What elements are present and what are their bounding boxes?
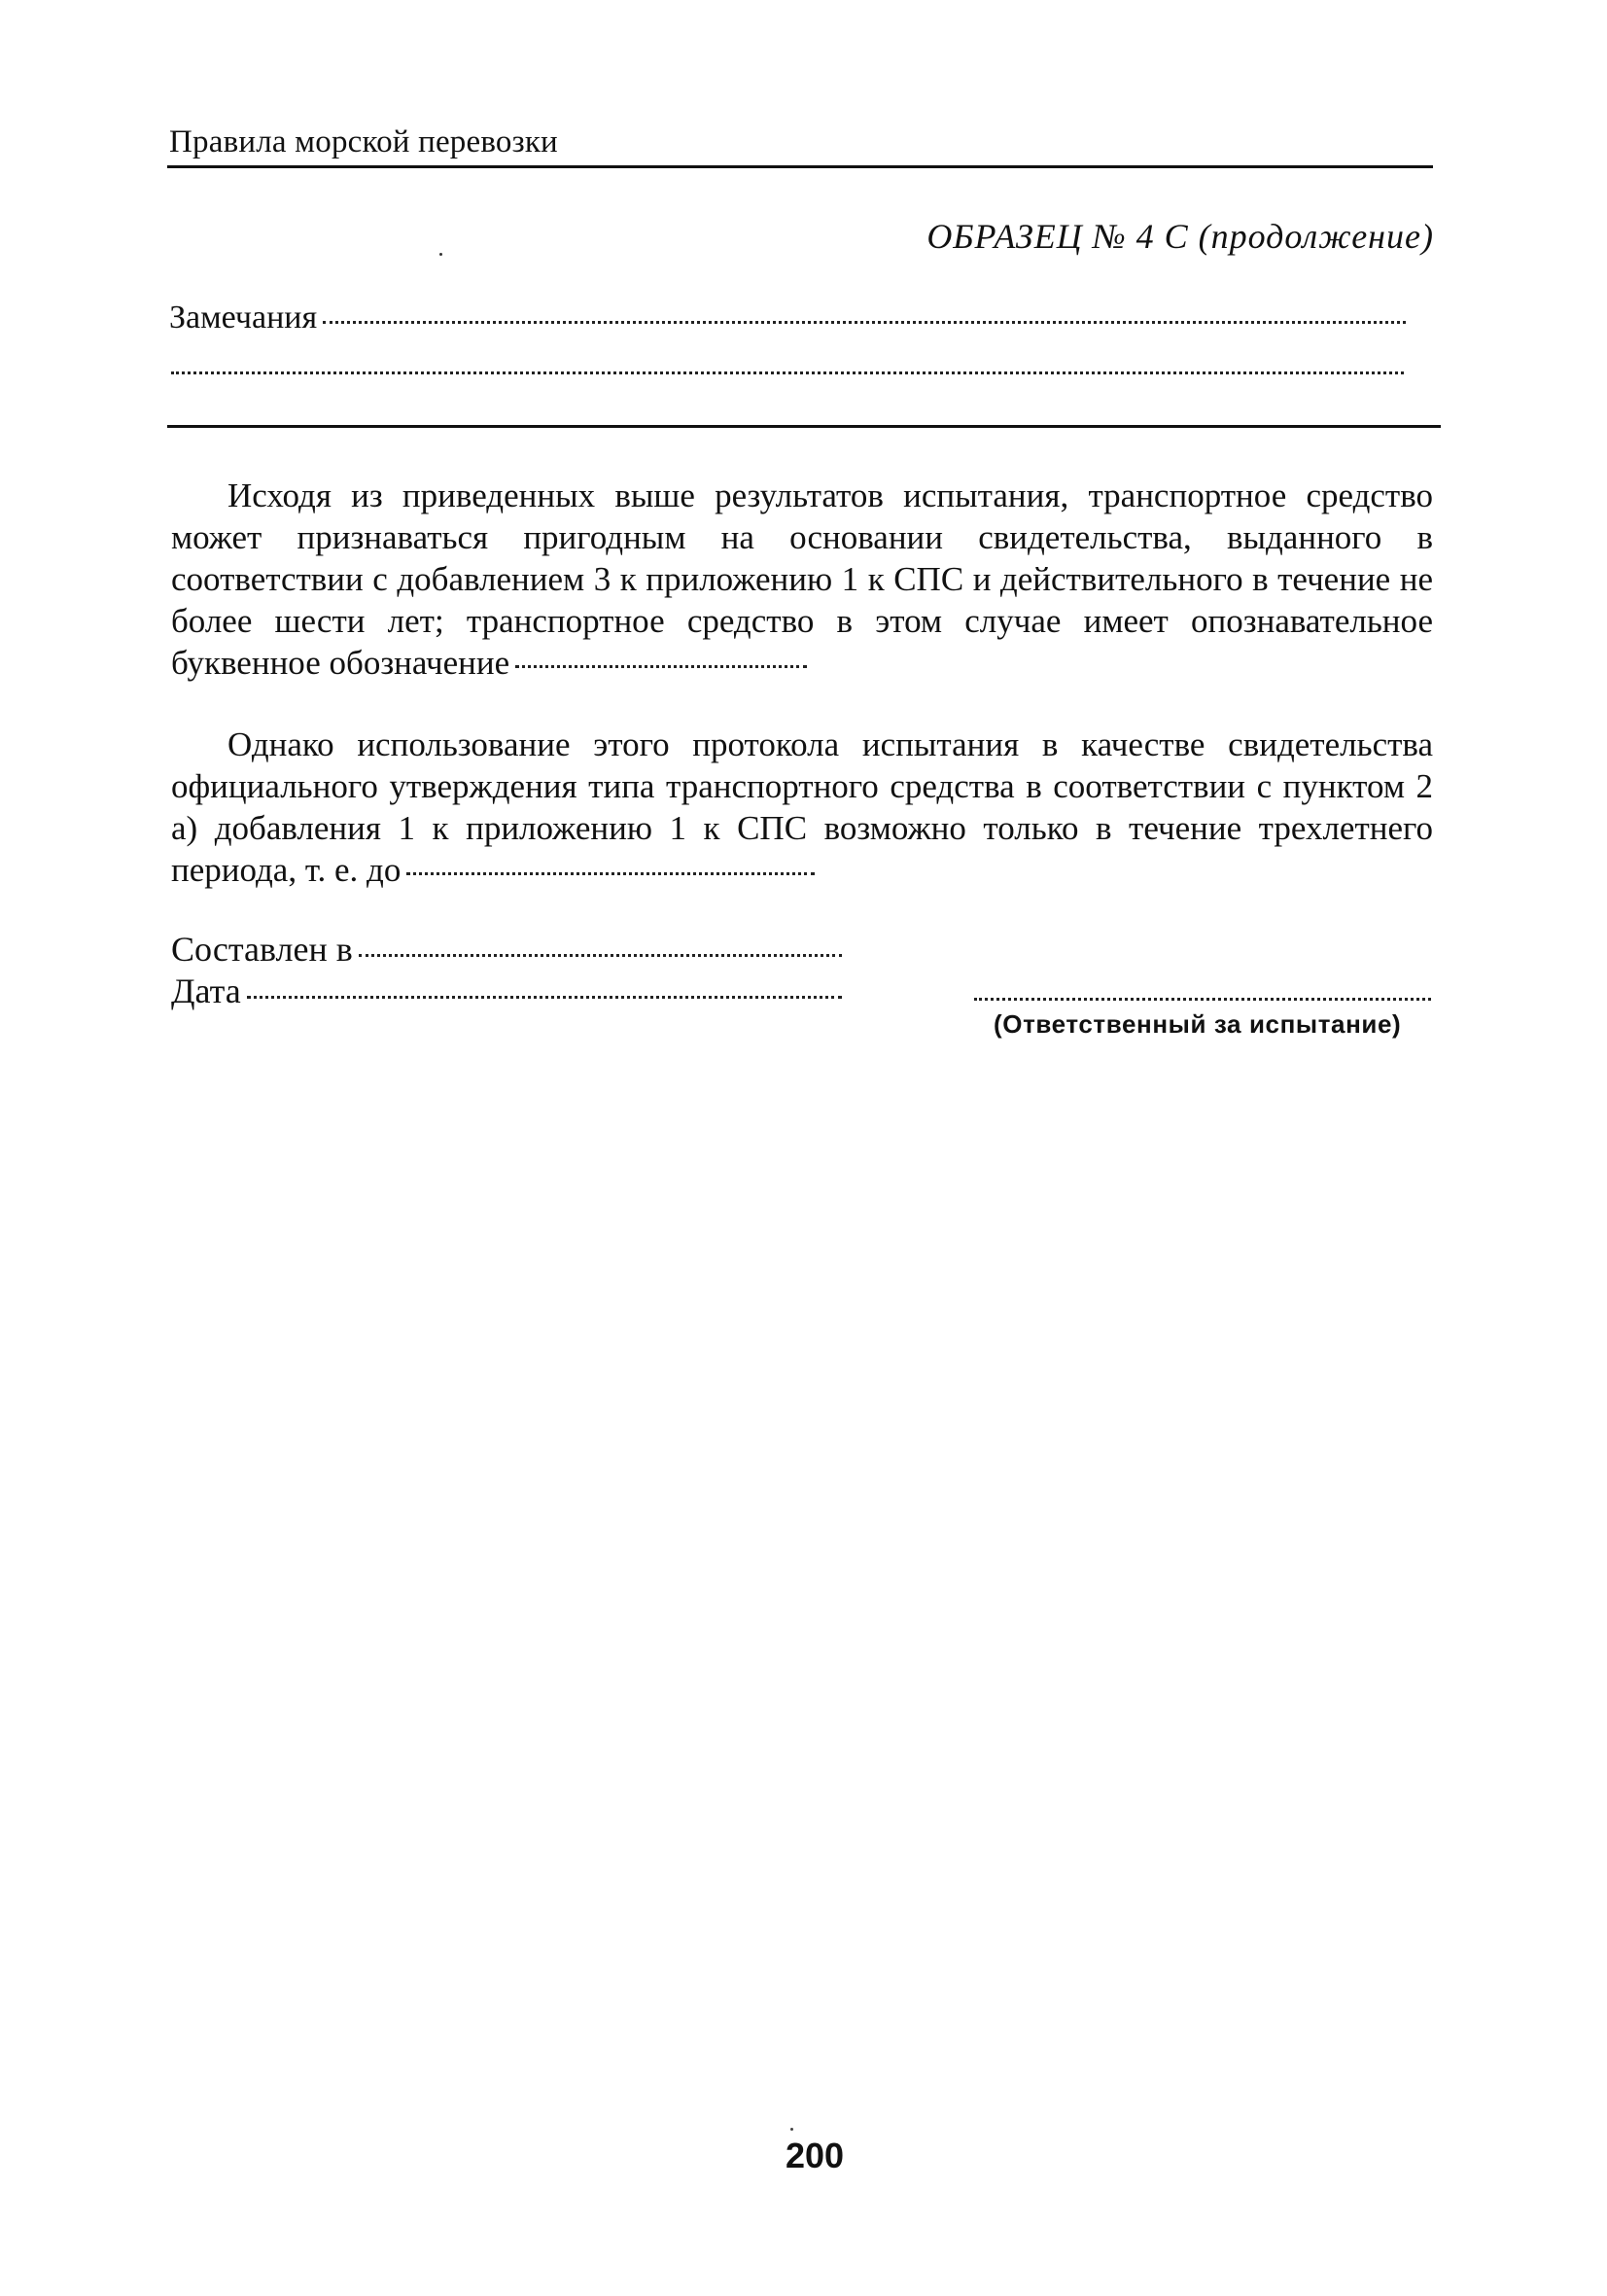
section-rule xyxy=(167,425,1441,428)
scan-speck-2 xyxy=(790,2128,793,2131)
paragraph-usage xyxy=(171,724,1433,891)
date-field xyxy=(171,971,842,1011)
designation-dotted-line xyxy=(515,665,807,668)
date-dotted-line xyxy=(247,996,842,999)
form-title: ОБРАЗЕЦ № 4 С (продолжение) xyxy=(926,217,1434,256)
remarks-dotted-line xyxy=(323,321,1406,324)
compiled-in-label: Составлен в xyxy=(171,930,353,969)
running-title: Правила морской перевозки xyxy=(169,124,558,159)
remarks-field xyxy=(169,300,1406,336)
compiled-in-dotted-line xyxy=(359,954,842,957)
date-label: Дата xyxy=(171,971,241,1010)
remarks-dotted-line-2 xyxy=(171,371,1404,374)
paragraph-validity xyxy=(171,475,1433,684)
header-rule xyxy=(167,165,1433,168)
paragraph-validity-text: Исходя из приведенных выше результатов испытания, транспортное средство может признаваться пригодным на основании свидетельства, выданного в соответствии с добавлением 3 к приложению 1 к СПС и действительного в течение не более шести лет; транспортное средство в этом случае имеет опознавательное буквенное обозначение xyxy=(171,477,1433,682)
compiled-in-field xyxy=(171,929,842,970)
signature-dotted-line xyxy=(974,998,1431,1001)
deadline-dotted-line xyxy=(406,872,815,875)
paragraph-usage-text: Однако использование этого протокола испытания в качестве свидетельства официального утверждения типа транспортного средства в соответствии с пунктом 2 а) добавления 1 к приложению 1 к СПС возможно только в течение трехлетнего периода, т. е. до xyxy=(171,725,1433,889)
remarks-label: Замечания xyxy=(169,300,318,336)
scan-speck xyxy=(439,253,442,256)
responsible-caption: (Ответственный за испытание) xyxy=(994,1009,1402,1039)
page-number: 200 xyxy=(786,2136,845,2175)
